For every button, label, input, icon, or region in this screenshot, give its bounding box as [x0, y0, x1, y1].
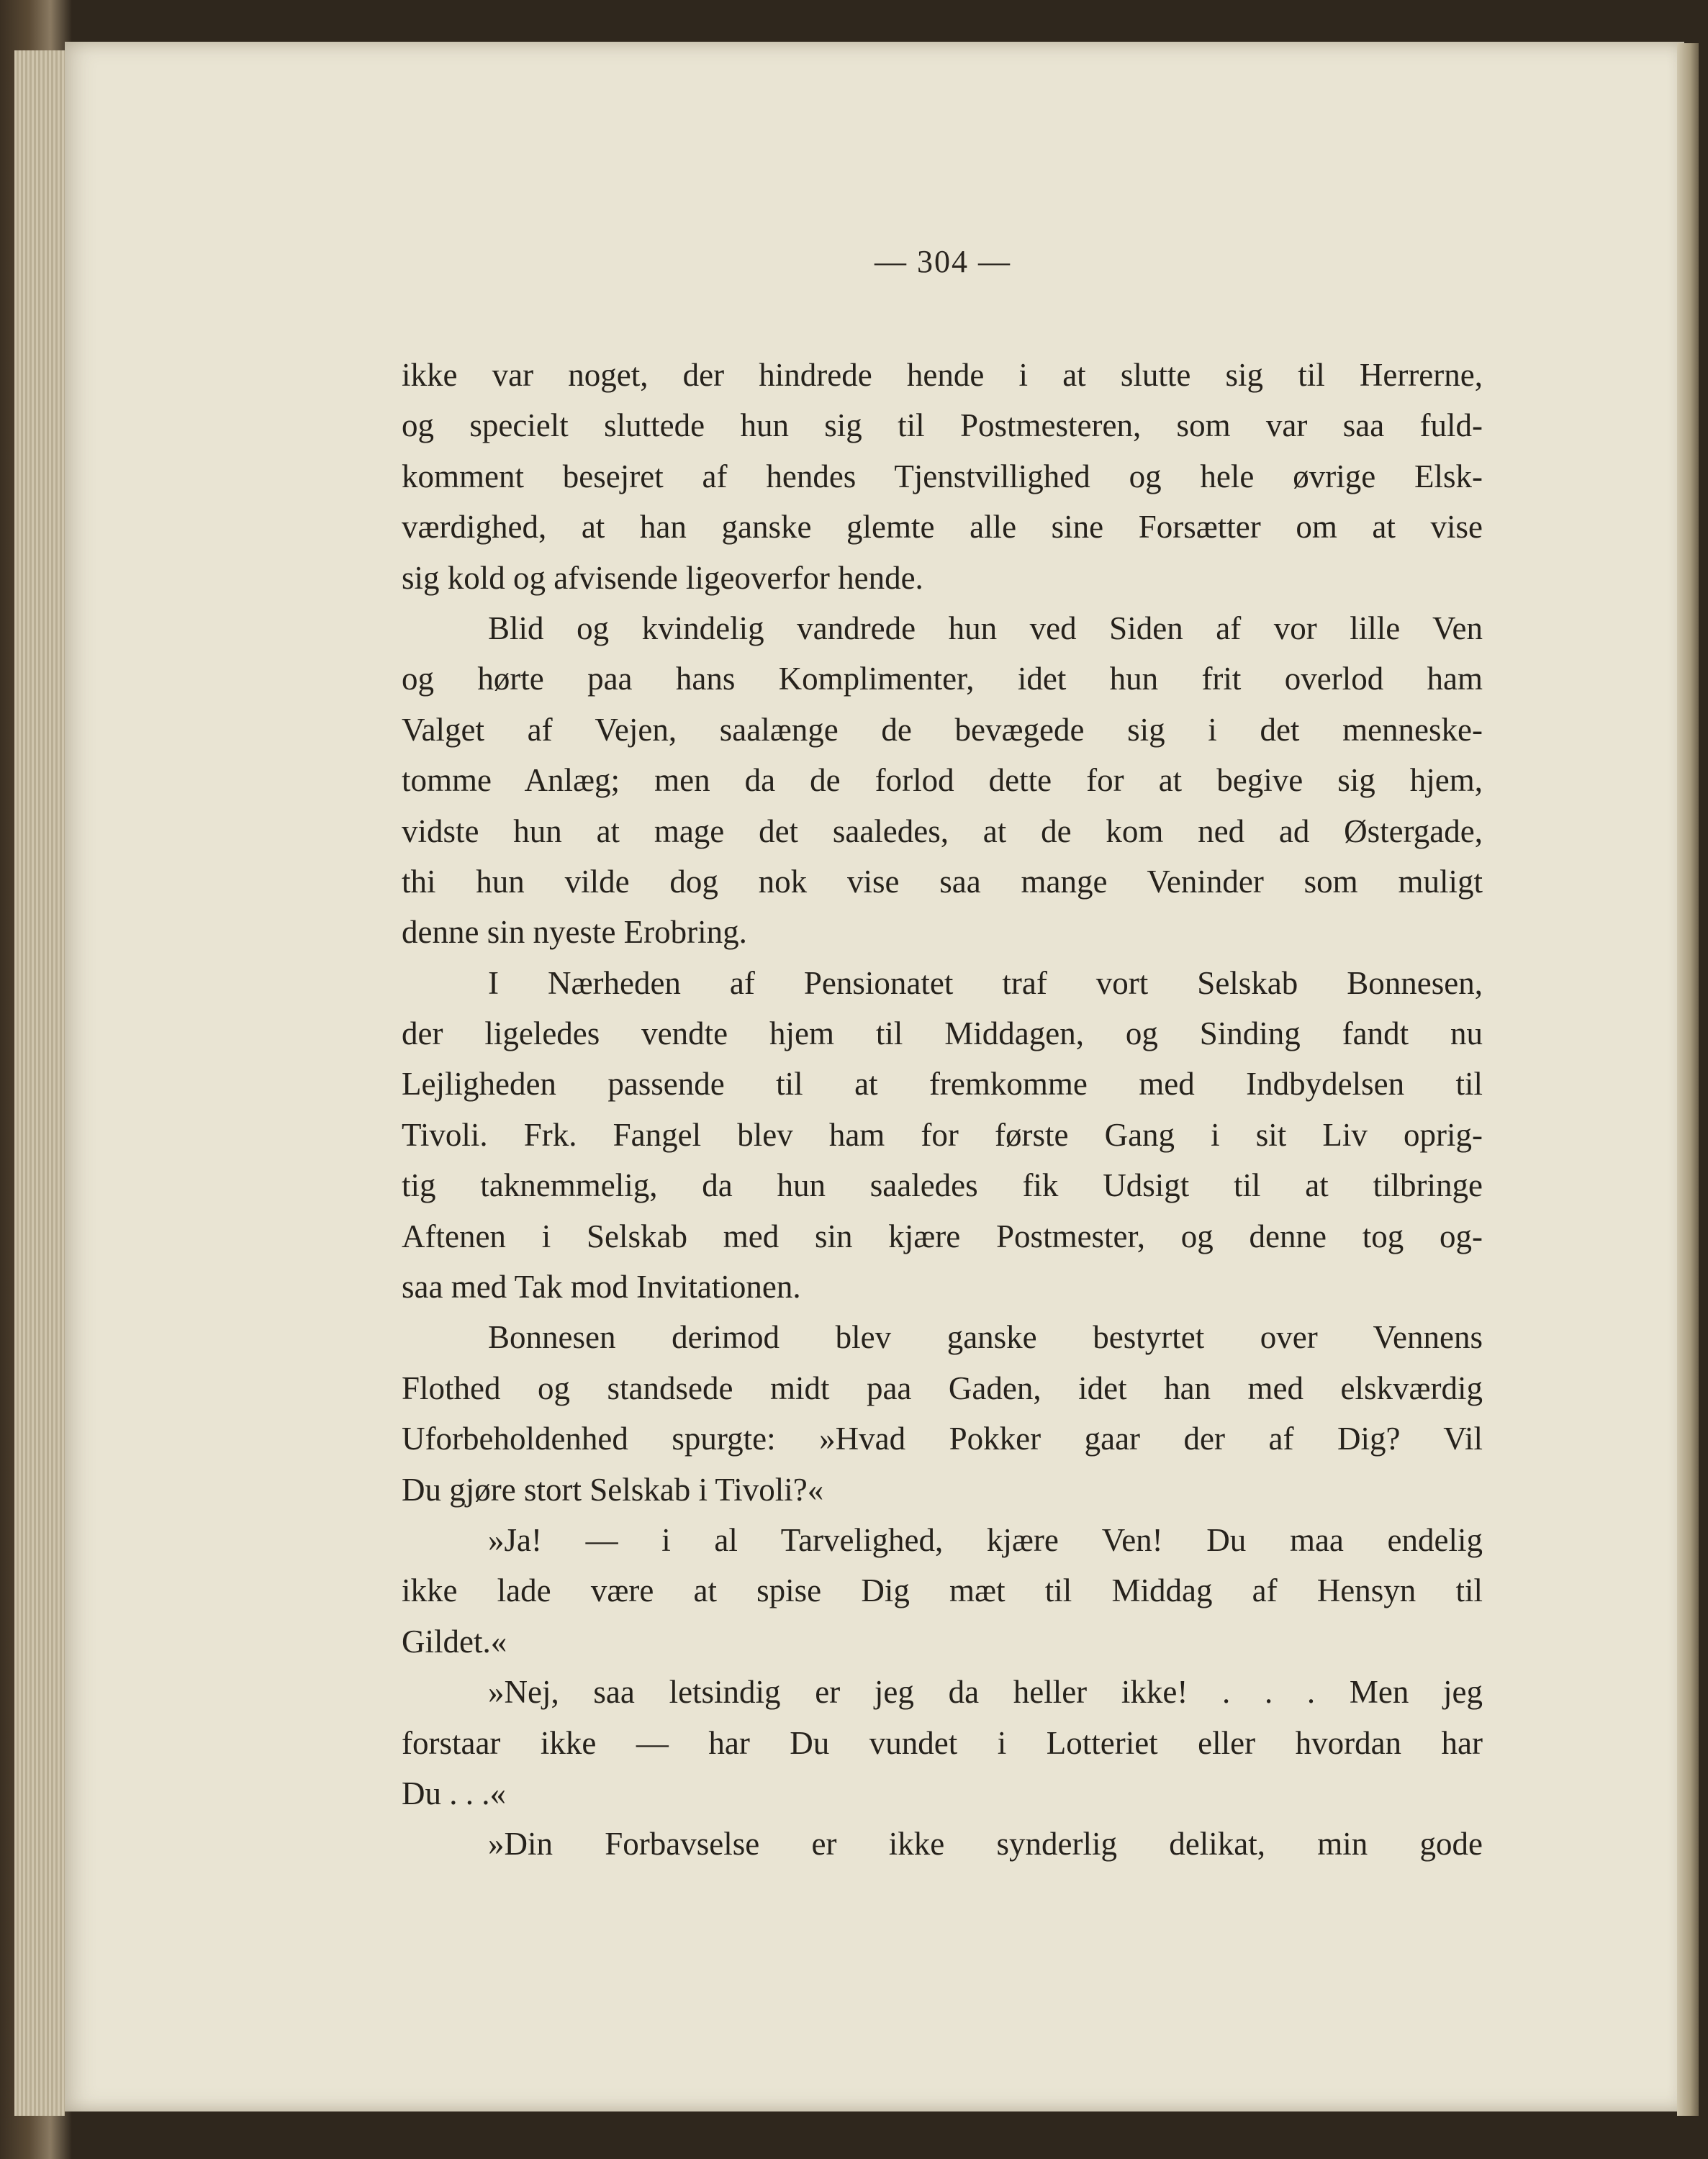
- page-right-edge: [1677, 43, 1699, 2116]
- text-line: I Nærheden af Pensionatet traf vort Selskab Bonnesen,: [488, 964, 1483, 1001]
- text-line: vidste hun at mage det saaledes, at de kom ned ad Østergade,: [402, 813, 1483, 849]
- text-line: »Ja! — i al Tarvelighed, kjære Ven! Du maa endelig: [488, 1521, 1483, 1558]
- text-line: Tivoli. Frk. Fangel blev ham for første Gang i sit Liv oprig-: [402, 1116, 1483, 1153]
- text-line: Valget af Vejen, saalænge de bevægede sig i det menneske-: [402, 711, 1483, 748]
- text-line: ikke var noget, der hindrede hende i at slutte sig til Herrerne,: [402, 357, 1483, 393]
- text-line: og hørte paa hans Komplimenter, idet hun frit overlod ham: [402, 661, 1483, 697]
- text-line: sig kold og afvisende ligeoverfor hende.: [402, 559, 923, 596]
- page-stack-edge: [14, 50, 65, 2116]
- text-line: tomme Anlæg; men da de forlod dette for at begive sig hjem,: [402, 762, 1483, 799]
- text-line: komment besejret af hendes Tjenstvillighed og hele øvrige Elsk-: [402, 458, 1483, 494]
- text-line: Gildet.«: [402, 1623, 507, 1660]
- text-line: Lejligheden passende til at fremkomme med Indbydelsen til: [402, 1066, 1483, 1103]
- text-line: der ligeledes vendte hjem til Middagen, og Sinding fandt nu: [402, 1015, 1483, 1052]
- text-line: Uforbeholdenhed spurgte: »Hvad Pokker gaar der af Dig? Vil: [402, 1421, 1483, 1457]
- body-text: [402, 350, 1483, 1870]
- text-line: ikke lade være at spise Dig mæt til Middag af Hensyn til: [402, 1572, 1483, 1609]
- text-line: Du gjøre stort Selskab i Tivoli?«: [402, 1471, 824, 1508]
- text-line: værdighed, at han ganske glemte alle sine Forsætter om at vise: [402, 509, 1483, 546]
- text-line: Flothed og standsede midt paa Gaden, idet han med elskværdig: [402, 1370, 1483, 1406]
- page-number: — 304 —: [875, 244, 1011, 279]
- text-line: og specielt sluttede hun sig til Postmesteren, som var saa fuld-: [402, 407, 1483, 444]
- text-line: Bonnesen derimod blev ganske bestyrtet over Vennens: [488, 1319, 1483, 1356]
- text-line: Blid og kvindelig vandrede hun ved Siden af vor lille Ven: [488, 610, 1483, 646]
- text-line: denne sin nyeste Erobring.: [402, 914, 747, 951]
- text-line: saa med Tak mod Invitationen.: [402, 1269, 801, 1305]
- text-line: tig taknemmelig, da hun saaledes fik Udsigt til at tilbringe: [402, 1167, 1483, 1204]
- text-line: forstaar ikke — har Du vundet i Lotteriet eller hvordan har: [402, 1724, 1483, 1761]
- text-line: »Nej, saa letsindig er jeg da heller ikke! . . . Men jeg: [488, 1674, 1483, 1711]
- text-line: Aftenen i Selskab med sin kjære Postmester, og denne tog og-: [402, 1218, 1483, 1254]
- text-line: »Din Forbavselse er ikke synderlig delikat, min gode: [488, 1826, 1483, 1862]
- text-line: thi hun vilde dog nok vise saa mange Veninder som muligt: [402, 863, 1483, 900]
- text-line: Du . . .«: [402, 1775, 506, 1811]
